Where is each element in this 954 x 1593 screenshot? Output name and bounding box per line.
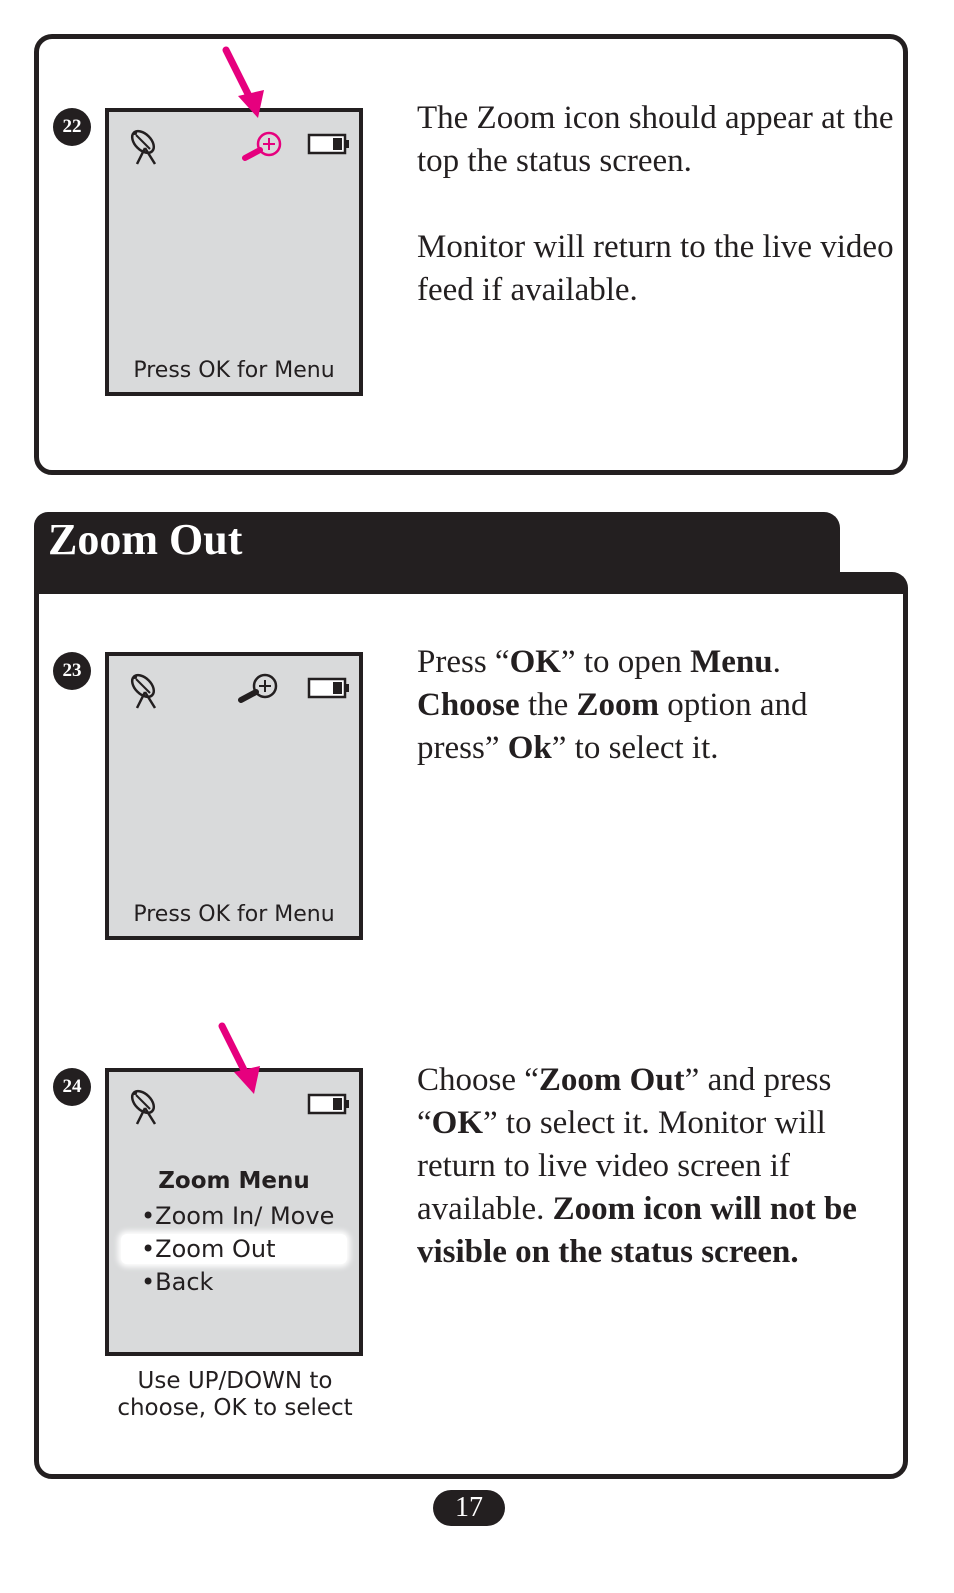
battery-icon	[307, 132, 351, 156]
step-22-paragraph-2: Monitor will return to the live video feed if available.	[417, 229, 894, 308]
battery-icon	[307, 676, 351, 700]
menu-item-back[interactable]: •Back	[141, 1268, 214, 1296]
caption-line-1: Use UP/DOWN to	[137, 1368, 333, 1394]
arrow-pointer-icon	[220, 46, 268, 122]
step-23-instructions: Press “OK” to open Menu. Choose the Zoom option and press” Ok” to select it.	[417, 644, 808, 766]
satellite-dish-icon	[127, 670, 163, 712]
screen-footer-text: Press OK for Menu	[133, 358, 335, 383]
zoom-menu-title: Zoom Menu	[158, 1168, 310, 1194]
screen-footer-text: Press OK for Menu	[133, 902, 335, 927]
step-24-instructions: Choose “Zoom Out” and press “OK” to select it. Monitor will return to live video screen if available. Zoom icon will not be visible on the status screen.	[417, 1062, 857, 1270]
status-screen-22	[105, 108, 363, 396]
page-number: 17	[433, 1490, 505, 1526]
battery-icon	[307, 1092, 351, 1116]
magnifier-zoom-icon	[233, 672, 283, 704]
zoom-menu-screen	[105, 1068, 363, 1356]
caption-line-2: choose, OK to select	[117, 1395, 353, 1421]
step-badge-23: 23	[53, 652, 91, 690]
section-title: Zoom Out	[48, 515, 243, 564]
section-header-bar	[34, 572, 908, 594]
satellite-dish-icon	[127, 1086, 163, 1128]
status-screen-23	[105, 652, 363, 940]
step-badge-22: 22	[53, 108, 91, 146]
menu-item-zoom-in-move[interactable]: •Zoom In/ Move	[141, 1202, 335, 1230]
menu-item-zoom-out[interactable]: •Zoom Out	[141, 1235, 276, 1263]
step-22-paragraph-1: The Zoom icon should appear at the top the status screen.	[417, 100, 894, 179]
step-badge-24: 24	[53, 1068, 91, 1106]
satellite-dish-icon	[127, 126, 163, 168]
arrow-pointer-icon	[216, 1022, 264, 1098]
magnifier-zoom-icon	[237, 130, 287, 162]
navigation-caption	[100, 1368, 370, 1422]
